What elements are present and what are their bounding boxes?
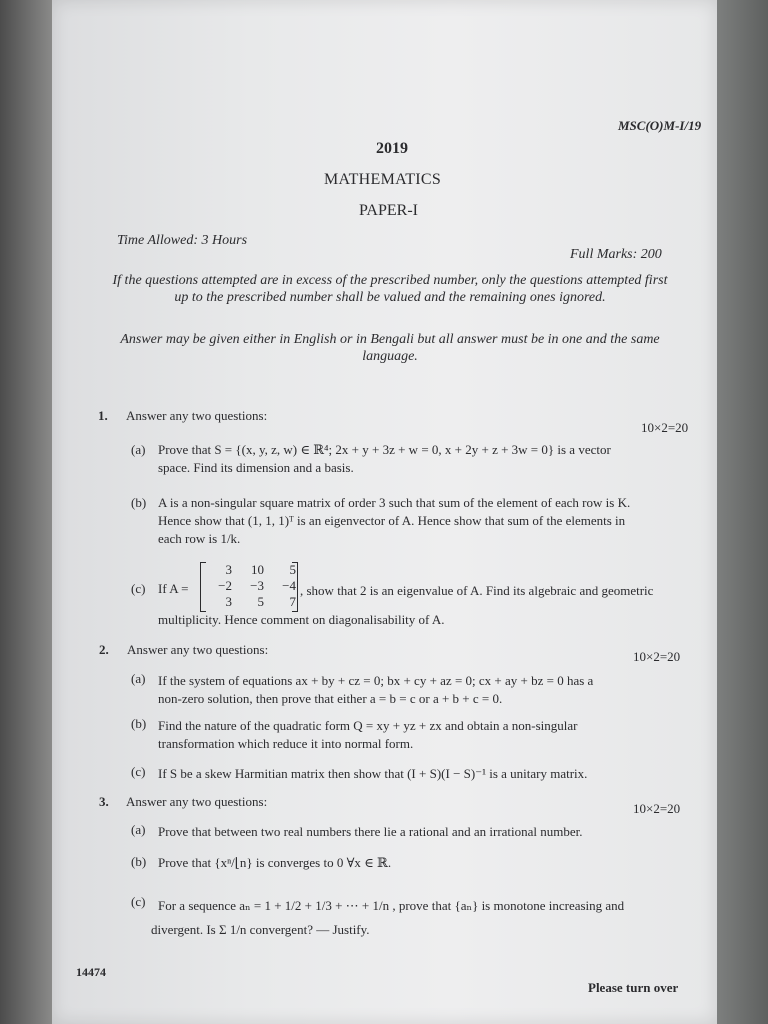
part-text: multiplicity. Hence comment on diagonalisability of A. — [158, 612, 445, 627]
background-right — [717, 0, 768, 1024]
instruction-language: Answer may be given either in English or in Bengali but all answer must be in one and the same language. — [120, 332, 660, 364]
matrix-cell: 3 — [225, 562, 232, 577]
part-text: If A = — [158, 581, 189, 596]
part-label: (a) — [131, 671, 146, 686]
question-number: 2. — [99, 642, 109, 657]
part-label: (c) — [131, 894, 146, 909]
instruction-excess: If the questions attempted are in excess of the prescribed number, only the questions attempted first up to the prescribed number shall be valued and the remaining ones ignored. — [112, 273, 668, 305]
matrix-cell: −4 — [282, 578, 296, 593]
background-left — [0, 0, 52, 1024]
part-text: Prove that {xⁿ/⌊n} is converges to 0 ∀x ∈ ℝ. — [158, 855, 392, 870]
turn-over-note: Please turn over — [588, 980, 679, 995]
part-text: , show that 2 is an eigenvalue of A. Find its algebraic and geometric — [300, 583, 654, 598]
question-marks: 10×2=20 — [633, 801, 681, 816]
matrix-row — [201, 562, 297, 578]
exam-year: 2019 — [376, 140, 408, 157]
part-text: If S be a skew Harmitian matrix then show that (I + S)(I − S)⁻¹ is a unitary matrix. — [158, 766, 588, 781]
part-text: space. Find its dimension and a basis. — [158, 460, 354, 475]
part-text: Find the nature of the quadratic form Q = xy + yz + zx and obtain a non-singular — [158, 718, 578, 733]
full-marks: Full Marks: 200 — [570, 247, 662, 262]
paper-number: PAPER-I — [359, 202, 418, 219]
question-heading: Answer any two questions: — [126, 794, 268, 809]
matrix-cell: 3 — [225, 594, 232, 609]
part-label: (a) — [131, 822, 146, 837]
part-text: Prove that between two real numbers there lie a rational and an irrational number. — [158, 824, 583, 839]
time-allowed: Time Allowed: 3 Hours — [117, 233, 248, 248]
matrix-cell: 10 — [251, 562, 264, 577]
matrix-a — [200, 562, 298, 612]
part-label: (b) — [131, 716, 147, 731]
question-heading: Answer any two questions: — [126, 408, 268, 423]
paper-code: MSC(O)M-I/19 — [618, 118, 702, 133]
part-text: Hence show that (1, 1, 1)ᵀ is an eigenvector of A. Hence show that sum of the elements in — [158, 513, 626, 528]
part-label: (c) — [131, 764, 146, 779]
subject-title: MATHEMATICS — [324, 171, 442, 188]
part-text: A is a non-singular square matrix of order 3 such that sum of the element of each row is K. — [158, 495, 631, 510]
part-text: divergent. Is Σ 1/n convergent? — Justify. — [151, 922, 370, 937]
matrix-row — [201, 594, 297, 610]
part-text: non-zero solution, then prove that either a = b = c or a + b + c = 0. — [158, 691, 503, 706]
matrix-cell: −3 — [250, 578, 264, 593]
part-text: Prove that S = {(x, y, z, w) ∈ ℝ⁴; 2x + y + 3z + w = 0, x + 2y + z + 3w = 0} is a vector — [158, 442, 611, 457]
matrix-row — [201, 578, 297, 594]
matrix-cell: −2 — [218, 578, 232, 593]
question-number: 3. — [99, 794, 109, 809]
question-number: 1. — [98, 408, 108, 423]
part-text: If the system of equations ax + by + cz = 0; bx + cy + az = 0; cx + ay + bz = 0 has a — [158, 673, 594, 688]
matrix-cell: 5 — [257, 594, 264, 609]
part-label: (b) — [131, 854, 147, 869]
question-marks: 10×2=20 — [633, 649, 681, 664]
part-label: (c) — [131, 581, 146, 596]
matrix-cell: 5 — [289, 562, 296, 577]
question-heading: Answer any two questions: — [127, 642, 269, 657]
part-text: each row is 1/k. — [158, 531, 241, 546]
question-marks: 10×2=20 — [641, 420, 689, 435]
part-text: transformation which reduce it into normal form. — [158, 736, 414, 751]
footer-code: 14474 — [76, 965, 106, 979]
matrix-cell: 7 — [289, 594, 296, 609]
part-label: (b) — [131, 495, 147, 510]
part-label: (a) — [131, 442, 146, 457]
part-text: For a sequence aₙ = 1 + 1/2 + 1/3 + ⋯ + 1/n , prove that {aₙ} is monotone increasing and — [158, 898, 625, 913]
